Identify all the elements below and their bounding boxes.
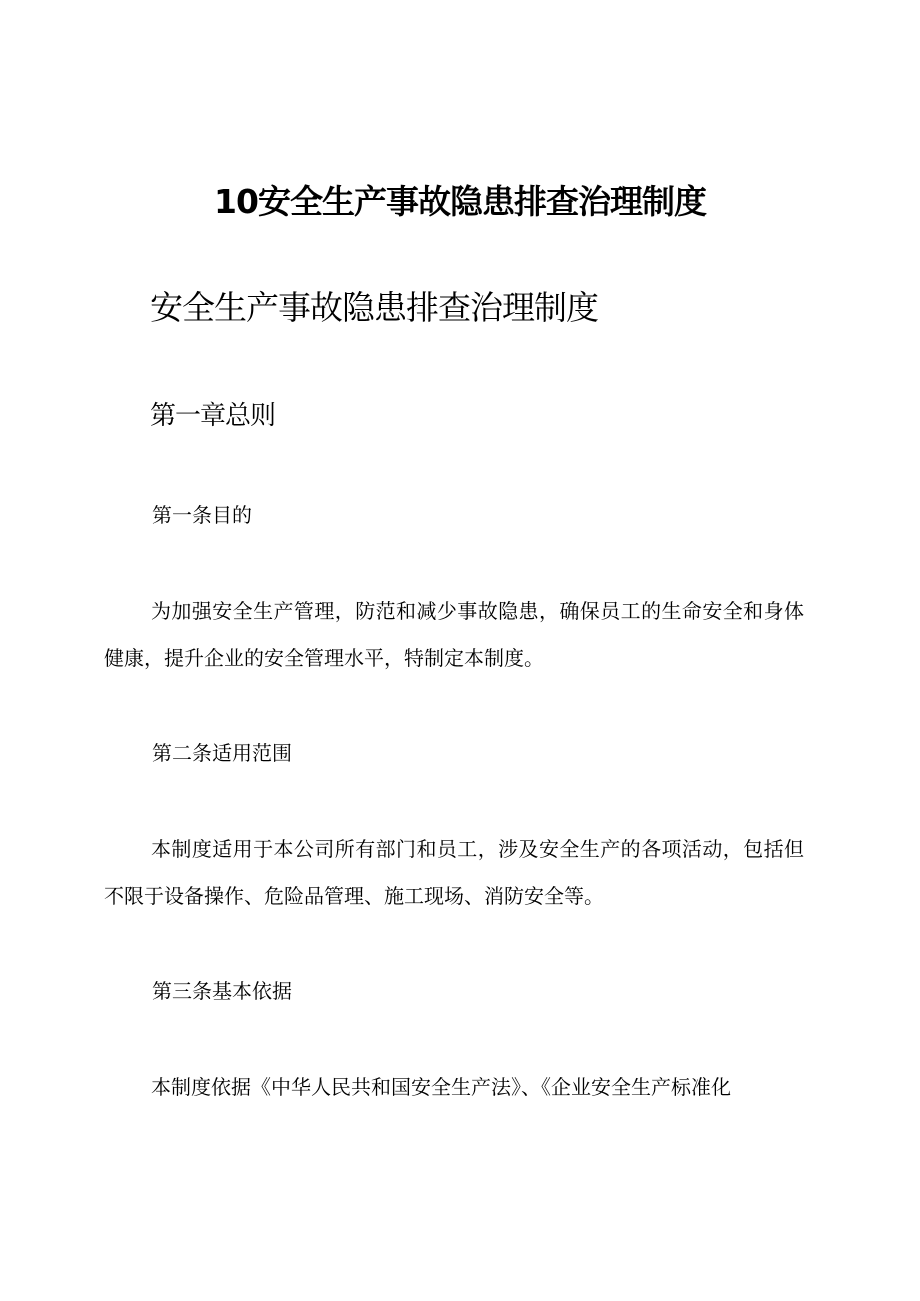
document-title-text: 10安全生产事故隐患排查治理制度 xyxy=(214,182,706,221)
article-3-paragraph: 本制度依据《中华人民共和国安全生产法》、《企业安全生产标准化 xyxy=(151,1075,731,1099)
article-3-heading: 第三条基本依据 xyxy=(152,979,292,1003)
document-subtitle: 安全生产事故隐患排查治理制度 xyxy=(150,288,598,327)
article-1-paragraph: 为加强安全生产管理，防范和减少事故隐患，确保员工的生命安全和身体健康，提升企业的安全管理水平，特制定本制度。 xyxy=(104,599,804,670)
article-2-heading: 第二条适用范围 xyxy=(152,741,292,765)
document-title xyxy=(0,178,920,226)
article-2-paragraph: 本制度适用于本公司所有部门和员工，涉及安全生产的各项活动，包括但不限于设备操作、危险品管理、施工现场、消防安全等。 xyxy=(104,837,804,908)
article-1-heading: 第一条目的 xyxy=(152,503,252,527)
chapter-heading: 第一章总则 xyxy=(150,401,276,431)
